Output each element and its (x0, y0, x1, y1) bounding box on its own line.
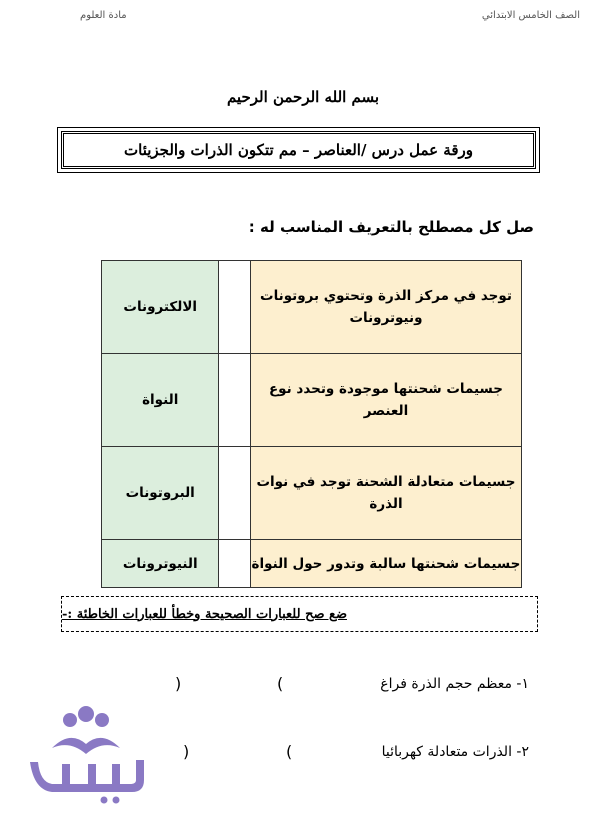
answer-cell[interactable] (219, 447, 251, 540)
definition-cell: توجد في مركز الذرة وتحتوي بروتونات ونيوترونات (250, 261, 521, 354)
definition-cell: جسيمات متعادلة الشحنة توجد في نوات الذرة (250, 447, 521, 540)
true-false-instruction: ضع صح للعبارات الصحيحة وخطأ للعبارات الخاطئة :- (62, 606, 347, 622)
matching-row (102, 540, 522, 588)
answer-paren-open-2: ( (286, 742, 293, 761)
logo-icon (22, 700, 152, 810)
basmala: بسم الله الرحمن الرحيم (226, 88, 380, 106)
term-cell: الالكترونات (102, 261, 219, 354)
answer-cell[interactable] (219, 261, 251, 354)
term-cell: النيوترونات (102, 540, 219, 588)
matching-instruction: صل كل مصطلح بالتعريف المناسب له : (248, 218, 534, 236)
answer-cell[interactable] (219, 354, 251, 447)
question-2: ٢- الذرات متعادلة كهربائيا (381, 744, 529, 760)
worksheet-title: ورقة عمل درس /العناصر – مم تتكون الذرات والجزيئات (61, 131, 536, 169)
question-1: ١- معظم حجم الذرة فراغ (380, 676, 529, 692)
grade-label: الصف الخامس الابتدائي (481, 10, 580, 21)
matching-row (102, 447, 522, 540)
answer-paren-close-1: ) (175, 674, 182, 693)
subject-label: مادة العلوم (80, 10, 127, 21)
term-cell: النواة (102, 354, 219, 447)
answer-cell[interactable] (219, 540, 251, 588)
matching-row (102, 261, 522, 354)
answer-slot-1[interactable] (186, 676, 274, 696)
true-false-instruction-box (61, 596, 538, 632)
answer-paren-close-2: ) (183, 742, 190, 761)
term-cell: البروتونات (102, 447, 219, 540)
site-logo (22, 700, 152, 810)
matching-table (101, 260, 522, 588)
definition-cell: جسيمات شحنتها سالبة وتدور حول النواة (250, 540, 521, 588)
answer-slot-2[interactable] (195, 744, 283, 764)
answer-paren-open-1: ( (277, 674, 284, 693)
title-box (57, 127, 540, 173)
definition-cell: جسيمات شحنتها موجودة وتحدد نوع العنصر (250, 354, 521, 447)
matching-row (102, 354, 522, 447)
